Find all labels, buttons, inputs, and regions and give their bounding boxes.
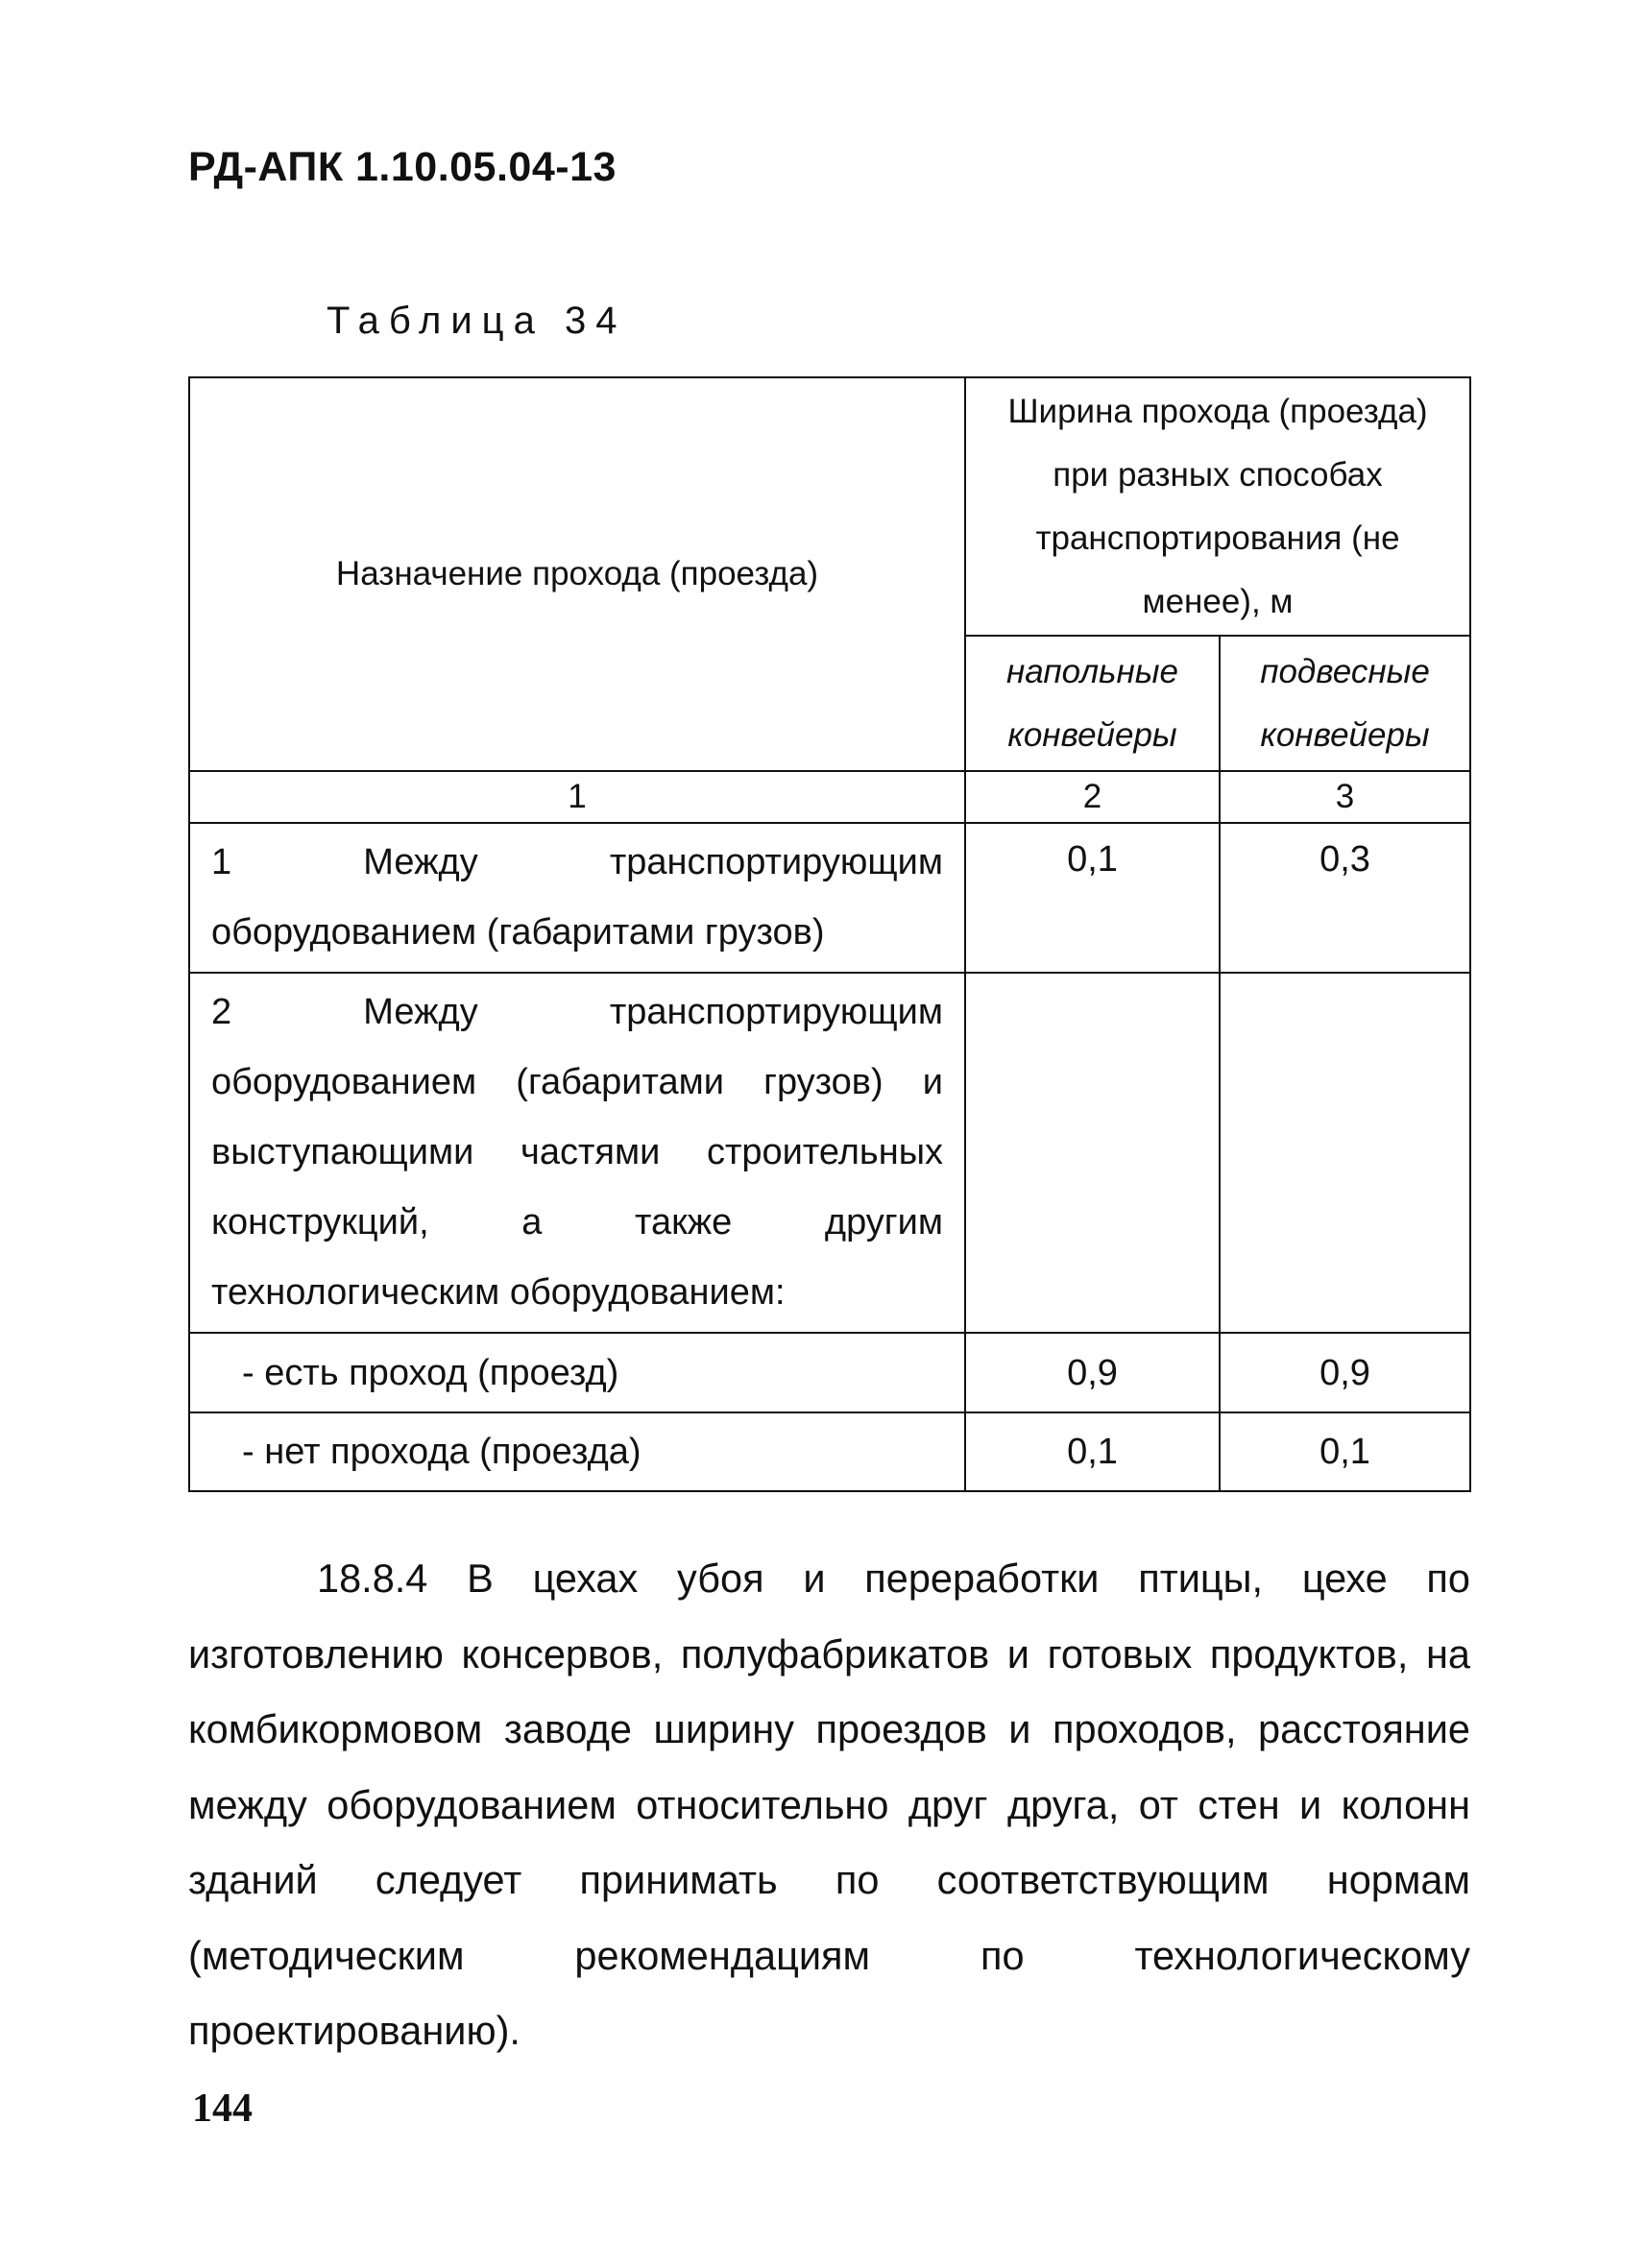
page-number: 144 <box>192 2087 253 2131</box>
column-number-3: 3 <box>1220 771 1470 823</box>
passage-width-table <box>188 376 1471 1492</box>
table-row <box>189 1412 1470 1491</box>
table-row <box>189 1333 1470 1412</box>
row-floor-value: 0,9 <box>965 1333 1220 1412</box>
row-purpose: - нет прохода (проезда) <box>189 1412 965 1491</box>
row-purpose: 2 Между транспортирующим оборудованием (габаритами грузов) и выступающими частями строительных конструкций, а также другим технологическим оборудованием: <box>189 973 965 1333</box>
row-overhead-value: 0,3 <box>1220 823 1470 973</box>
header-purpose: Назначение прохода (проезда) <box>189 377 965 771</box>
document-code: РД-АПК 1.10.05.04-13 <box>188 144 617 190</box>
header-width-group: Ширина прохода (проезда) при разных способах транспортирования (не менее), м <box>965 377 1470 636</box>
row-purpose: 1 Между транспортирующим оборудованием (габаритами грузов) <box>189 823 965 973</box>
column-number-1: 1 <box>189 771 965 823</box>
table-caption: Таблица 34 <box>327 300 627 342</box>
column-number-2: 2 <box>965 771 1220 823</box>
table-row <box>189 823 1470 973</box>
row-overhead-value: 0,1 <box>1220 1412 1470 1491</box>
column-number-row <box>189 771 1470 823</box>
header-overhead-conveyors: подвесные конвейеры <box>1220 636 1470 771</box>
row-overhead-value <box>1220 973 1470 1333</box>
row-floor-value <box>965 973 1220 1333</box>
header-floor-conveyors: напольные конвейеры <box>965 636 1220 771</box>
table-row <box>189 973 1470 1333</box>
row-purpose: - есть проход (проезд) <box>189 1333 965 1412</box>
row-floor-value: 0,1 <box>965 1412 1220 1491</box>
row-floor-value: 0,1 <box>965 823 1220 973</box>
row-overhead-value: 0,9 <box>1220 1333 1470 1412</box>
body-paragraph: 18.8.4 В цехах убоя и переработки птицы, цехе по изготовлению консервов, полуфабрикатов и готовых продуктов, на комбикормовом заводе ширину проездов и проходов, расстояние между оборудованием относительно друг друга, от стен и колонн зданий следует принимать по соответствующим нормам (методическим рекомендациям по технологическому проектированию). <box>188 1556 1470 2053</box>
